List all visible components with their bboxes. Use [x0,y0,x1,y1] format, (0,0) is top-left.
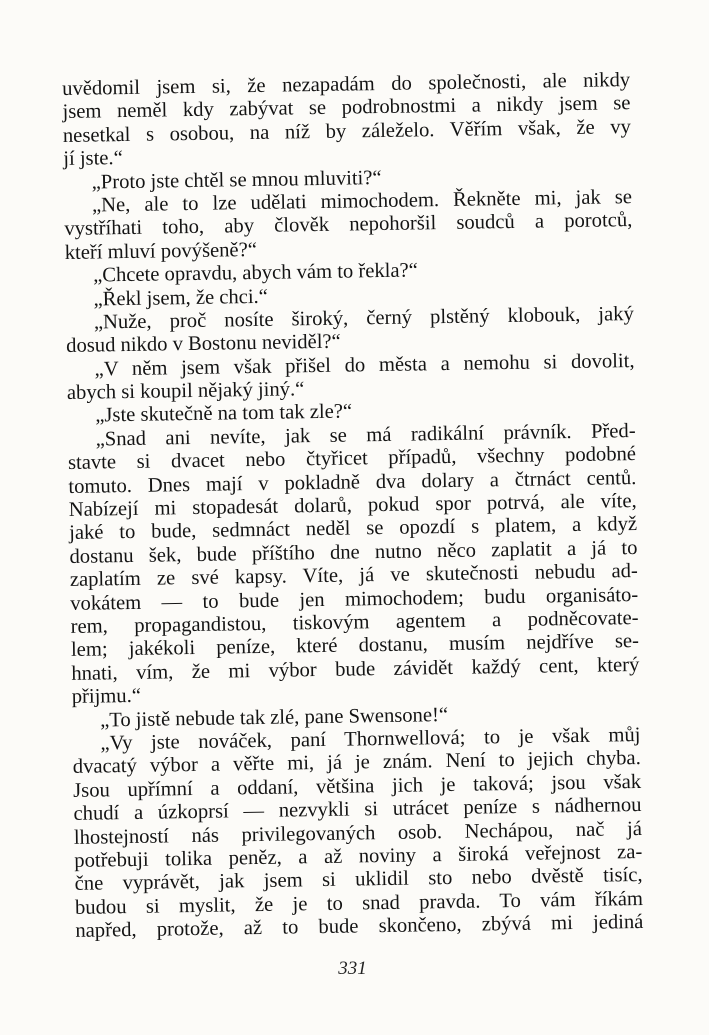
text-line: „Řekl jsem, že chci.“ [93,285,269,311]
text-line: chudí a úzkoprsí — nezvykli si utrácet peníze s nádhernou [73,794,642,826]
text-line: napřed, protože, až to bude skončeno, zbývá mi jediná [75,911,644,942]
text-line: uvědomil jsem si, že nezapadám do společnosti, ale nikdy [62,69,631,100]
text-line: potřebuji tolika peněz, a až noviny a široká veřejnost za- [74,840,643,872]
text-line: dostanu šek, bude příštího dne nutno něco zaplatit a já to [69,536,638,568]
text-line: zaplatím ze své kapsy. Víte, já ve skutečnosti nebudu ad- [69,560,638,592]
text-line: budou si myslit, že je to snad pravda. To vám říkám [74,887,644,919]
text-line: Nabízejí mi stopadesát dolarů, pokud spor potrvá, ale víte, [68,490,637,521]
text-line: lem; jakékoli peníze, které dostanu, musím nejdříve se- [70,630,640,662]
text-line: „Vy jste nováček, paní Thornwellová; to je však můj [100,723,641,755]
text-line: jsem neměl kdy zabývat se podrobnostmi a nikdy jsem se [62,92,631,124]
text-line: „Proto jste chtěl se mnou mluviti?“ [91,166,382,194]
text-line: „Nuže, proč nosíte široký, černý plstěný klobouk, jaký [93,302,634,334]
text-line: stavte si dvacet nebo čtyřicet případů, všechny podobné [67,443,637,475]
text-line: vystříhati toho, aby člověk nepohoršil soudců a porotců, [64,209,633,241]
page-number: 331 [338,958,367,979]
text-line: rem, propagandistou, tiskovým agentem a podněcovate- [70,606,639,638]
text-line: lhostejností nás privilegovaných osob. Nechápou, nač já [73,817,643,849]
text-line: kteří mluví povýšeně?“ [64,238,258,264]
text-line: dosud nikdo v Bostonu neviděl?“ [66,330,341,358]
text-line: „Snad ani nevíte, jak se má radikální právník. Před- [95,419,636,451]
text-line: „To jistě nebude tak zlé, pane Swensone!“ [99,703,449,732]
text-line: přijmu.“ [71,684,142,709]
text-line: hnati, vím, že mi výbor bude závidět každý cent, který [71,653,640,685]
text-line: „Ne, ale to lze udělati mimochodem. Řekněte mi, jak se [91,186,633,217]
text-line: „V něm jsem však přišel do města a nemohu si dovolit, [94,349,635,381]
text-line: „Chcete opravdu, abych vám to řekla?“ [92,259,419,287]
text-line: dvacatý výbor a věřte mi, já je znám. Není to jejich chyba. [72,747,641,779]
text-line: „Jste skutečně na tom tak zle?“ [95,400,353,427]
text-line: jí jste.“ [63,147,123,171]
text-line: jaké to bude, sedmnáct neděl se opozdí s platem, a když [68,513,638,545]
text-line: vokátem — to bude jen mimochodem; budu organisáto- [70,583,639,615]
text-line: abych si koupil nějaký jiný.“ [66,378,305,405]
text-line: Jsou upřímní a oddaní, většina jich je taková; jsou však [73,770,642,802]
body-text [62,69,644,943]
text-line: tomuto. Dnes mají v pokladně dva dolary a čtrnáct centů. [68,466,637,498]
text-line: čne vyprávět, jak jsem si uklidil sto nebo dvěstě tisíc, [74,864,643,896]
text-line: nesetkal s osobou, na níž by záleželo. Věřím však, že vy [62,115,632,147]
